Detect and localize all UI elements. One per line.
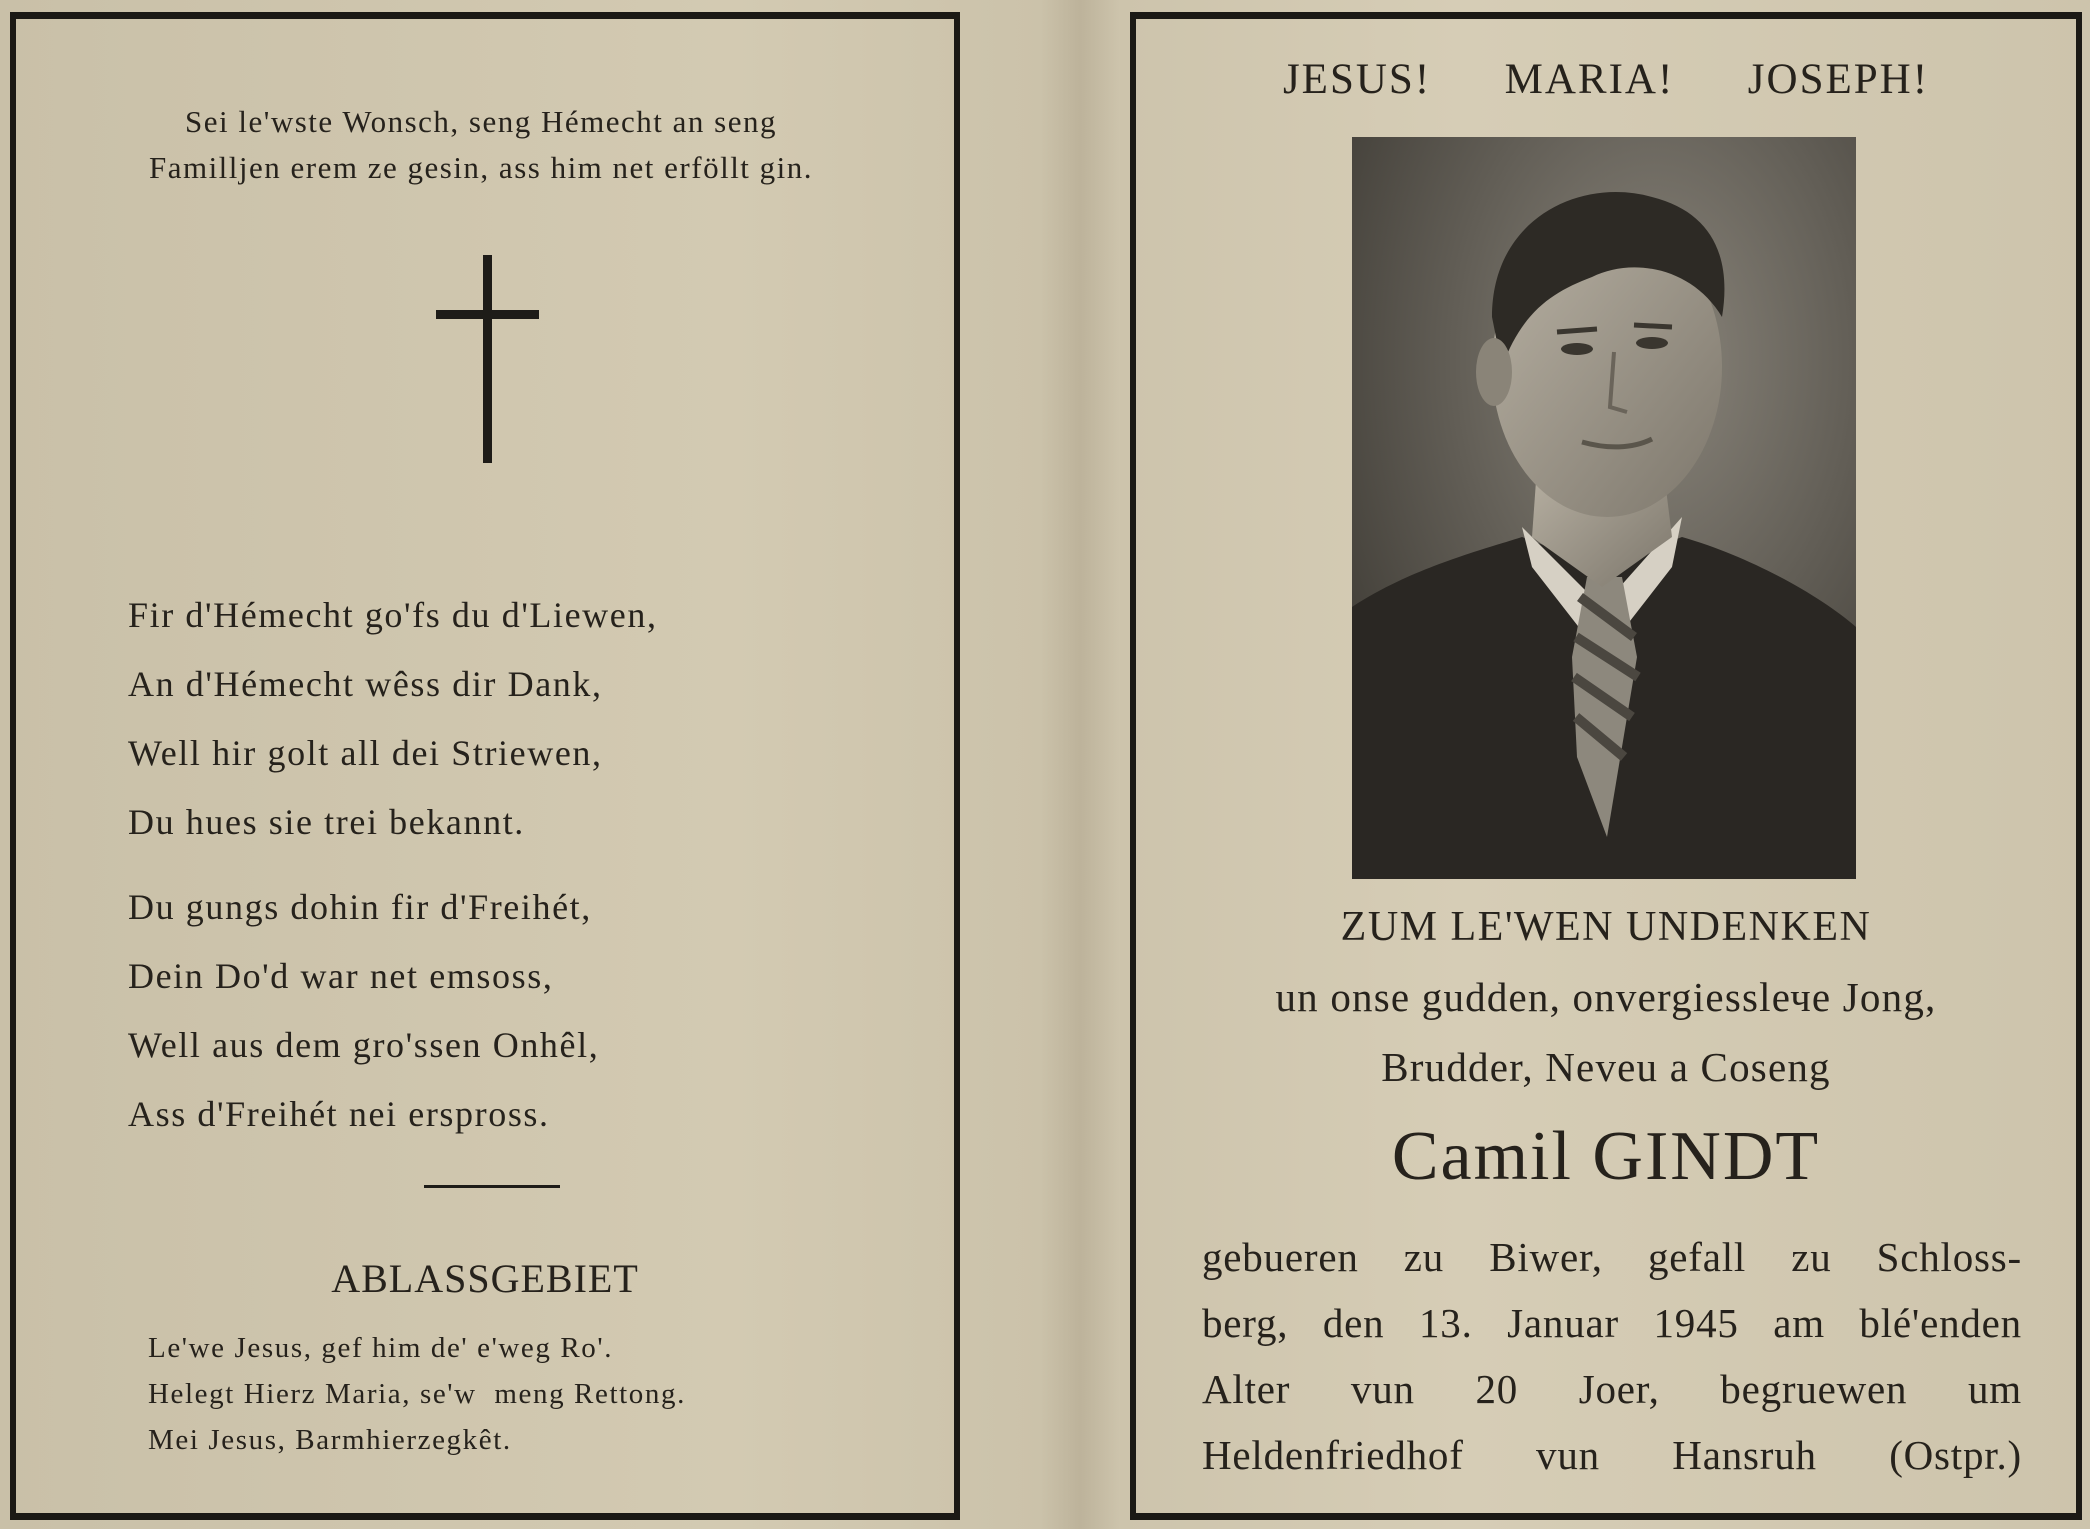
poem-line: An d'Hémecht wêss dir Dank, xyxy=(128,664,603,704)
poem-line: Well hir golt all dei Striewen, xyxy=(128,733,603,773)
bio-line: Alter vun 20 Joer, begruewen um xyxy=(1202,1366,2022,1412)
left-panel xyxy=(10,12,960,1520)
indulgence-title: ABLASSGEBIET xyxy=(331,1256,639,1301)
deceased-name: Camil GINDT xyxy=(1391,1118,1821,1195)
invocation-heading: JESUS! MARIA! JOSEPH! xyxy=(1282,56,1930,103)
memorial-dedication-line: Brudder, Neveu a Coseng xyxy=(1381,1044,1831,1090)
prayer-line: Le'we Jesus, gef him de' e'weg Ro'. xyxy=(148,1332,614,1364)
poem-line: Du hues sie trei bekannt. xyxy=(128,802,525,842)
bio-line: berg, den 13. Januar 1945 am blé'enden xyxy=(1202,1300,2022,1346)
bio-line: Heldenfriedhof vun Hansruh (Ostpr.) xyxy=(1202,1432,2022,1478)
bio-line: gebueren zu Biwer, gefall zu Schloss- xyxy=(1202,1234,2022,1280)
poem-line: Du gungs dohin fir d'Freihét, xyxy=(128,887,592,927)
right-panel xyxy=(1130,12,2082,1520)
poem-line: Well aus dem gro'ssen Onhêl, xyxy=(128,1025,600,1065)
cross-icon-bar xyxy=(436,310,539,319)
poem-stanza-2 xyxy=(128,873,599,1149)
portrait-illustration xyxy=(1352,137,1856,879)
portrait-photo xyxy=(1352,137,1856,879)
wish-line: Sei le'wste Wonsch, seng Hémecht an seng xyxy=(185,104,777,139)
last-wish-text xyxy=(46,99,916,191)
poem-stanza-1 xyxy=(128,581,658,857)
center-fold xyxy=(1040,0,1120,1529)
memorial-dedication-line: un onse gudden, onvergiesslече Jong, xyxy=(1275,974,1937,1020)
biography-text xyxy=(1202,1224,2022,1488)
memorial-title: ZUM LE'WEN UNDENKEN xyxy=(1340,904,1872,950)
cross-icon xyxy=(483,255,492,463)
prayer-line: Mei Jesus, Barmhierzegkêt. xyxy=(148,1424,512,1456)
divider xyxy=(424,1185,560,1188)
poem-line: Fir d'Hémecht go'fs du d'Liewen, xyxy=(128,595,658,635)
poem-line: Dein Do'd war net emsoss, xyxy=(128,956,554,996)
prayer-line: Helegt Hierz Maria, se'w meng Rettong. xyxy=(148,1378,686,1410)
indulgence-prayers xyxy=(148,1325,686,1463)
wish-line: Familljen erem ze gesin, ass him net erföllt gin. xyxy=(148,150,814,185)
poem-line: Ass d'Freihét nei erspross. xyxy=(128,1094,550,1134)
